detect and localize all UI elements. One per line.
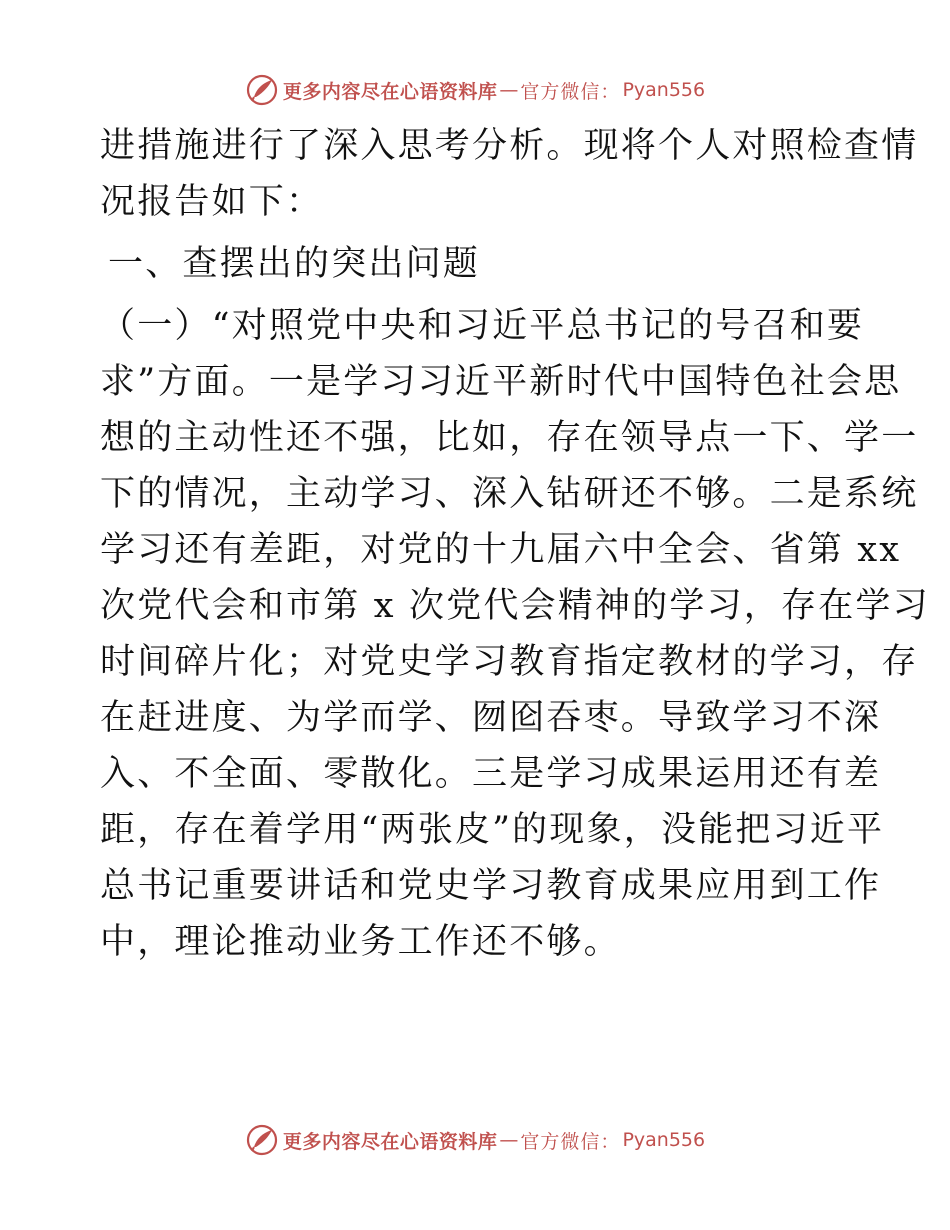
- body-line: 想的主动性还不强，比如，存在领导点一下、学一: [100, 418, 919, 458]
- body-line: 总书记重要讲话和党史学习教育成果应用到工作: [100, 866, 882, 906]
- watermark-dash: —: [499, 79, 519, 101]
- intro-paragraph: [100, 118, 919, 230]
- section-heading-text: 一、查摆出的突出问题: [108, 244, 481, 284]
- header-watermark: [0, 70, 950, 110]
- watermark-dash: —: [499, 1129, 519, 1151]
- section-heading: [100, 236, 860, 292]
- intro-line: 况报告如下：: [100, 182, 324, 222]
- watermark-wechat-id: Pyan556: [622, 79, 706, 101]
- body-line: 入、不全面、零散化。三是学习成果运用还有差: [100, 754, 882, 794]
- body-line: 次党代会和市第 x 次党代会精神的学习，存在学习: [100, 586, 930, 626]
- body-line: （一）“对照党中央和习近平总书记的号召和要: [100, 306, 865, 346]
- pen-logo-icon: [245, 73, 279, 107]
- document-body: [100, 118, 930, 970]
- watermark-wechat-label: 官方微信：: [520, 1130, 621, 1153]
- watermark-wechat-id: Pyan556: [622, 1129, 706, 1151]
- watermark-site-name: 更多内容尽在心语资料库: [282, 80, 498, 103]
- body-line: 在赶进度、为学而学、囫囵吞枣。导致学习不深: [100, 698, 882, 738]
- body-line: 中，理论推动业务工作还不够。: [100, 922, 621, 962]
- body-line: 下的情况，主动学习、深入钻研还不够。二是系统: [100, 474, 919, 514]
- footer-watermark: [0, 1120, 950, 1160]
- body-line: 学习还有差距，对党的十九届六中全会、省第 xx: [100, 530, 902, 570]
- watermark-wechat-label: 官方微信：: [520, 80, 621, 103]
- pen-logo-icon: [245, 1123, 279, 1157]
- intro-line: 进措施进行了深入思考分析。现将个人对照检查情: [100, 126, 919, 166]
- watermark-site-name: 更多内容尽在心语资料库: [282, 1130, 498, 1153]
- body-line: 时间碎片化；对党史学习教育指定教材的学习，存: [100, 642, 919, 682]
- body-line: 求”方面。一是学习习近平新时代中国特色社会思: [100, 362, 902, 402]
- body-paragraph: [100, 298, 930, 970]
- body-line: 距，存在着学用“两张皮”的现象，没能把习近平: [100, 810, 885, 850]
